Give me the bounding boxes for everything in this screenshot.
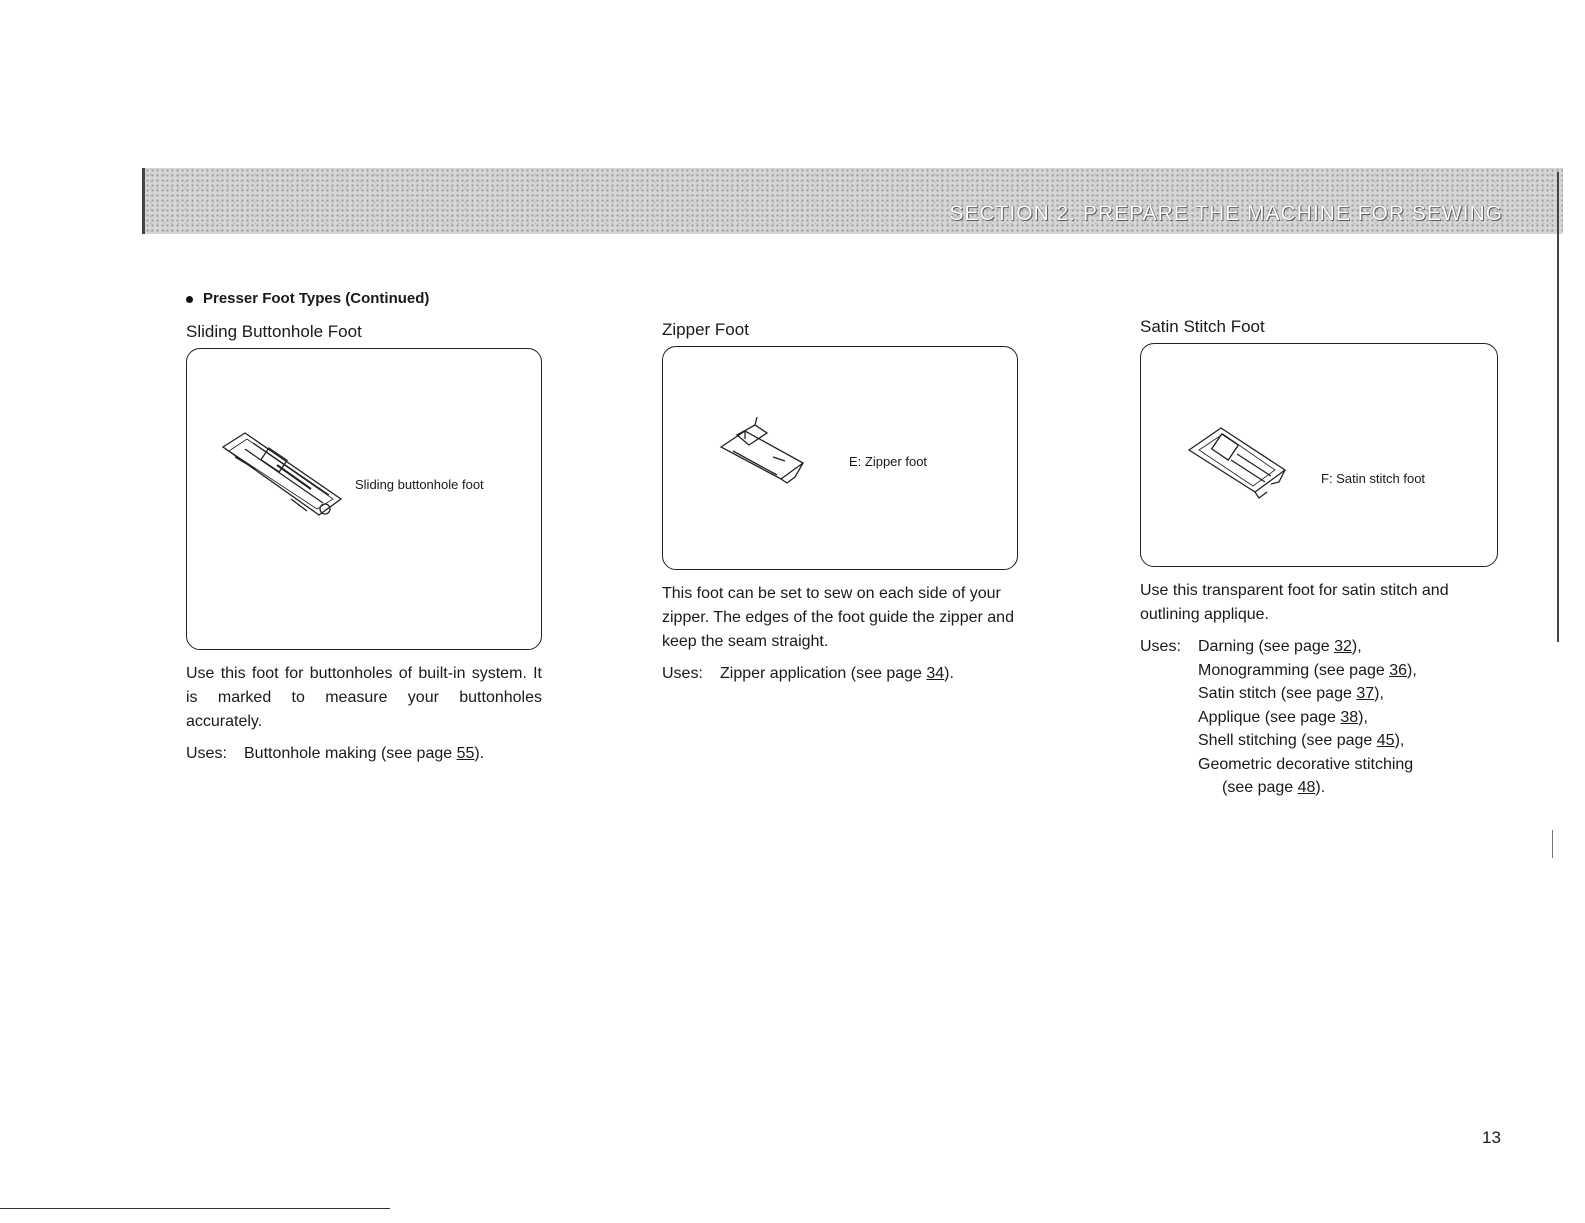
section-title: SECTION 2. PREPARE THE MACHINE FOR SEWING xyxy=(949,202,1503,225)
satin-stitch-foot-icon xyxy=(1185,420,1289,500)
page-number: 13 xyxy=(1482,1128,1501,1147)
bullet-icon xyxy=(186,296,193,303)
right-margin-tick xyxy=(1552,830,1553,858)
section-banner xyxy=(142,168,1563,234)
page-reference: 38 xyxy=(1340,708,1359,726)
uses-item: Shell stitching (see page 45), xyxy=(1198,732,1405,749)
right-margin-rule xyxy=(1557,172,1559,642)
illustration-label: F: Satin stitch foot xyxy=(1321,471,1426,486)
uses-item: Zipper application (see page 34). xyxy=(720,665,954,682)
column-heading: Zipper Foot xyxy=(662,320,749,339)
zipper-foot-icon xyxy=(715,417,809,487)
column-zipper xyxy=(662,320,1018,686)
page-reference: 34 xyxy=(926,665,945,682)
uses-item: Satin stitch (see page 37), xyxy=(1198,685,1384,702)
uses-list xyxy=(244,742,484,766)
uses-item: Applique (see page 38), xyxy=(1198,708,1368,726)
uses-block xyxy=(186,742,542,766)
column-heading: Sliding Buttonhole Foot xyxy=(186,322,362,341)
page-reference: 36 xyxy=(1389,661,1408,679)
illustration-label: E: Zipper foot xyxy=(849,454,928,469)
uses-item: Geometric decorative stitching xyxy=(1198,755,1414,773)
uses-label: Uses: xyxy=(662,665,703,682)
column-heading: Satin Stitch Foot xyxy=(1140,317,1265,336)
description: Use this foot for buttonholes of built-in system. It is marked to measure your buttonholes accurately. xyxy=(186,665,542,730)
page-reference: 45 xyxy=(1376,732,1395,749)
page-reference: 37 xyxy=(1356,685,1375,702)
intro-heading xyxy=(186,290,429,307)
page-reference: 55 xyxy=(456,745,475,762)
illustration-label: Sliding buttonhole foot xyxy=(355,477,484,492)
sliding-buttonhole-foot-icon xyxy=(215,429,345,529)
uses-label: Uses: xyxy=(186,745,227,762)
uses-item: Monogramming (see page 36), xyxy=(1198,661,1417,679)
uses-item: (see page 48). xyxy=(1222,779,1326,796)
page-reference: 48 xyxy=(1297,779,1316,796)
illustration-box xyxy=(1140,343,1498,567)
uses-list xyxy=(1198,635,1417,800)
uses-block xyxy=(662,662,1018,686)
intro-text: Presser Foot Types (Continued) xyxy=(203,290,430,307)
description: Use this transparent foot for satin stitch and outlining applique. xyxy=(1140,582,1449,623)
uses-list xyxy=(720,662,954,686)
uses-block xyxy=(1140,635,1500,800)
column-sliding-buttonhole xyxy=(186,322,542,766)
uses-label: Uses: xyxy=(1140,638,1181,655)
illustration-box xyxy=(662,346,1018,570)
page-reference: 32 xyxy=(1334,638,1352,655)
illustration-box xyxy=(186,348,542,650)
column-satin-stitch xyxy=(1140,317,1500,800)
uses-item: Darning (see page 32), xyxy=(1198,638,1362,655)
uses-item: Buttonhole making (see page 55). xyxy=(244,745,485,762)
footer-rule xyxy=(0,1208,390,1209)
description: This foot can be set to sew on each side of your zipper. The edges of the foot guide the zipper and keep the seam straight. xyxy=(662,585,1014,650)
